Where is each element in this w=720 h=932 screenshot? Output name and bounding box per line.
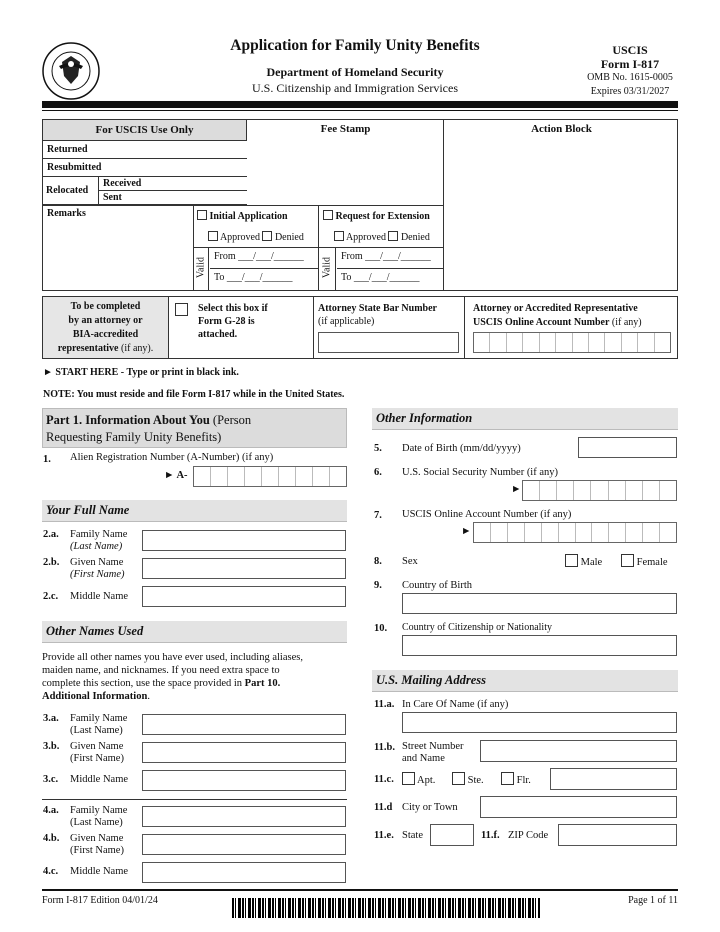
q7-number: 7.	[374, 510, 382, 521]
q4b-number: 4.b.	[43, 833, 60, 844]
female-option[interactable]: Female	[621, 554, 668, 568]
other-family-name-3a-input[interactable]	[142, 714, 346, 735]
q2a-number: 2.a.	[43, 529, 59, 540]
extension-denied-checkbox[interactable]	[388, 231, 398, 241]
q11b-label: Street Number and Name	[402, 741, 464, 764]
male-checkbox[interactable]	[565, 554, 578, 567]
full-name-section-header: Your Full Name	[42, 500, 347, 522]
q11b-number: 11.b.	[374, 742, 396, 753]
flr-checkbox[interactable]	[501, 772, 514, 785]
other-middle-name-3c-input[interactable]	[142, 770, 346, 791]
extension-from-row: From ___/___/______	[337, 249, 444, 269]
initial-approved-checkbox[interactable]	[208, 231, 218, 241]
apt-ste-flr-number-input[interactable]	[550, 768, 677, 790]
q11d-number: 11.d	[374, 802, 393, 813]
a-number-input[interactable]	[193, 466, 347, 487]
sent-row: Sent	[99, 191, 247, 205]
start-here-instruction: ► START HERE - Type or print in black ink.	[43, 367, 239, 378]
q6-label: U.S. Social Security Number (if any)	[402, 467, 559, 478]
form-title: Application for Family Unity Benefits	[230, 37, 480, 54]
date-of-birth-input[interactable]	[578, 437, 677, 458]
q11f-number: 11.f.	[481, 830, 500, 841]
country-of-birth-input[interactable]	[402, 593, 677, 614]
state-input[interactable]	[430, 824, 474, 846]
q2c-number: 2.c.	[43, 591, 59, 602]
q3b-number: 3.b.	[43, 741, 60, 752]
q11d-label: City or Town	[402, 802, 458, 813]
family-name-input[interactable]	[142, 530, 346, 551]
q9-number: 9.	[374, 580, 382, 591]
q11c-number: 11.c.	[374, 774, 394, 785]
action-block-label: Action Block	[531, 123, 592, 135]
initial-valid-divider	[193, 247, 318, 248]
g28-label: Select this box if Form G-28 is attached.	[198, 303, 268, 340]
extension-to-row: To ___/___/______	[341, 272, 420, 283]
female-checkbox[interactable]	[621, 554, 634, 567]
extension-approved-checkbox[interactable]	[334, 231, 344, 241]
q5-label: Date of Birth (mm/dd/yyyy)	[402, 443, 521, 454]
residence-note: NOTE: You must reside and file Form I-817 while in the United States.	[43, 389, 345, 400]
q9-label: Country of Birth	[402, 580, 472, 591]
q8-number: 8.	[374, 556, 382, 567]
q1-number: 1.	[43, 454, 51, 465]
initial-application-option[interactable]: Initial Application	[197, 210, 288, 222]
initial-approved-denied: Approved Denied	[208, 231, 304, 243]
q3b-label: Given Name (First Name)	[70, 741, 124, 764]
q8-label: Sex	[402, 556, 418, 567]
q2b-label: Given Name (First Name)	[70, 557, 125, 580]
q11e-number: 11.e.	[374, 830, 394, 841]
received-row: Received	[99, 177, 247, 191]
q11f-label: ZIP Code	[508, 830, 549, 841]
uscis-use-only-header: For USCIS Use Only	[43, 120, 247, 141]
other-names-divider	[42, 799, 347, 800]
extension-valid-divider	[318, 247, 444, 248]
q4a-number: 4.a.	[43, 805, 59, 816]
flr-option[interactable]: Flr.	[501, 772, 531, 786]
footer-edition: Form I-817 Edition 04/01/24	[42, 895, 158, 906]
city-or-town-input[interactable]	[480, 796, 677, 818]
extension-valid-text: Valid	[321, 256, 333, 279]
q2b-number: 2.b.	[43, 557, 60, 568]
q11a-number: 11.a.	[374, 699, 395, 710]
other-names-instructions: Provide all other names you have ever used, including aliases, maiden name, and nicknames. If you need extra space to complete this section, use the space provided in Part 10. Additional Information.	[42, 652, 303, 702]
in-care-of-name-input[interactable]	[402, 712, 677, 733]
expiration-date: Expires 03/31/2027	[590, 86, 670, 97]
q2a-label: Family Name (Last Name)	[70, 529, 128, 552]
uscis-online-account-input[interactable]	[473, 522, 677, 543]
dhs-seal-logo	[42, 42, 100, 100]
relocated-label: Relocated	[43, 177, 99, 205]
form-barcode	[232, 898, 540, 918]
q3c-number: 3.c.	[43, 774, 59, 785]
bar-number-label: Attorney State Bar Number (if applicable)	[318, 303, 437, 327]
given-name-input[interactable]	[142, 558, 346, 579]
uscis-label: USCIS	[612, 43, 648, 57]
initial-from-row: From ___/___/______	[210, 249, 318, 269]
ste-option[interactable]: Ste.	[452, 772, 484, 786]
apt-option[interactable]: Apt.	[402, 772, 435, 786]
initial-application-checkbox[interactable]	[197, 210, 207, 220]
ssn-arrow-icon: ►	[511, 484, 522, 495]
q4a-label: Family Name (Last Name)	[70, 805, 128, 828]
attorney-online-account-label: Attorney or Accredited Representative USCIS Online Account Number (if any)	[473, 303, 642, 328]
other-given-name-3b-input[interactable]	[142, 742, 346, 763]
remarks-label: Remarks	[47, 208, 86, 219]
part1-header: Part 1. Information About You (Person Requesting Family Unity Benefits)	[42, 408, 347, 448]
q1-label: Alien Registration Number (A-Number) (if any)	[70, 452, 274, 463]
initial-valid-text: Valid	[195, 256, 207, 279]
q10-number: 10.	[374, 623, 388, 634]
q7-label: USCIS Online Account Number (if any)	[402, 509, 572, 520]
attorney-bar-number-input[interactable]	[318, 332, 459, 353]
request-extension-option[interactable]: Request for Extension	[323, 210, 430, 222]
initial-denied-checkbox[interactable]	[262, 231, 272, 241]
returned-row: Returned	[43, 141, 247, 159]
q11a-label: In Care Of Name (if any)	[402, 699, 509, 710]
department-name: Department of Homeland Security	[266, 65, 444, 79]
other-family-name-4a-input[interactable]	[142, 806, 346, 827]
ste-checkbox[interactable]	[452, 772, 465, 785]
online-account-arrow-icon: ►	[461, 526, 472, 537]
other-information-section-header: Other Information	[372, 408, 678, 430]
mailing-address-section-header: U.S. Mailing Address	[372, 670, 678, 692]
male-option[interactable]: Male	[565, 554, 602, 568]
footer-rule	[42, 889, 678, 891]
header-divider-thin	[42, 110, 678, 111]
initial-to-row: To ___/___/______	[214, 272, 293, 283]
q4c-number: 4.c.	[43, 866, 59, 877]
footer-page-number: Page 1 of 11	[628, 895, 678, 906]
apt-checkbox[interactable]	[402, 772, 415, 785]
form-number: Form I-817	[600, 57, 660, 71]
request-extension-checkbox[interactable]	[323, 210, 333, 220]
agency-name: U.S. Citizenship and Immigration Services	[252, 81, 458, 95]
omb-number: OMB No. 1615-0005	[587, 72, 673, 83]
other-middle-name-4c-input[interactable]	[142, 862, 346, 883]
g28-checkbox[interactable]	[175, 303, 188, 316]
extension-approved-denied: Approved Denied	[334, 231, 430, 243]
middle-name-input[interactable]	[142, 586, 346, 607]
q4c-label: Middle Name	[70, 866, 129, 877]
resubmitted-row: Resubmitted	[43, 159, 247, 177]
ssn-input[interactable]	[522, 480, 677, 501]
zip-code-input[interactable]	[558, 824, 677, 846]
fee-stamp-label: Fee Stamp	[320, 123, 371, 135]
q10-label: Country of Citizenship or Nationality	[402, 622, 552, 633]
attorney-instructions: To be completed by an attorney or BIA-accredited representative (if any).	[43, 297, 169, 358]
q3c-label: Middle Name	[70, 774, 129, 785]
q3a-number: 3.a.	[43, 713, 59, 724]
street-name-input[interactable]	[480, 740, 677, 762]
country-of-citizenship-input[interactable]	[402, 635, 677, 656]
attorney-online-account-input[interactable]	[473, 332, 671, 353]
a-number-prefix: ► A-	[164, 470, 188, 481]
other-given-name-4b-input[interactable]	[142, 834, 346, 855]
q5-number: 5.	[374, 443, 382, 454]
header-divider	[42, 101, 678, 108]
q3a-label: Family Name (Last Name)	[70, 713, 128, 736]
q2c-label: Middle Name	[70, 591, 129, 602]
q6-number: 6.	[374, 467, 382, 478]
q11e-label: State	[402, 830, 423, 841]
q4b-label: Given Name (First Name)	[70, 833, 124, 856]
other-names-section-header: Other Names Used	[42, 621, 347, 643]
